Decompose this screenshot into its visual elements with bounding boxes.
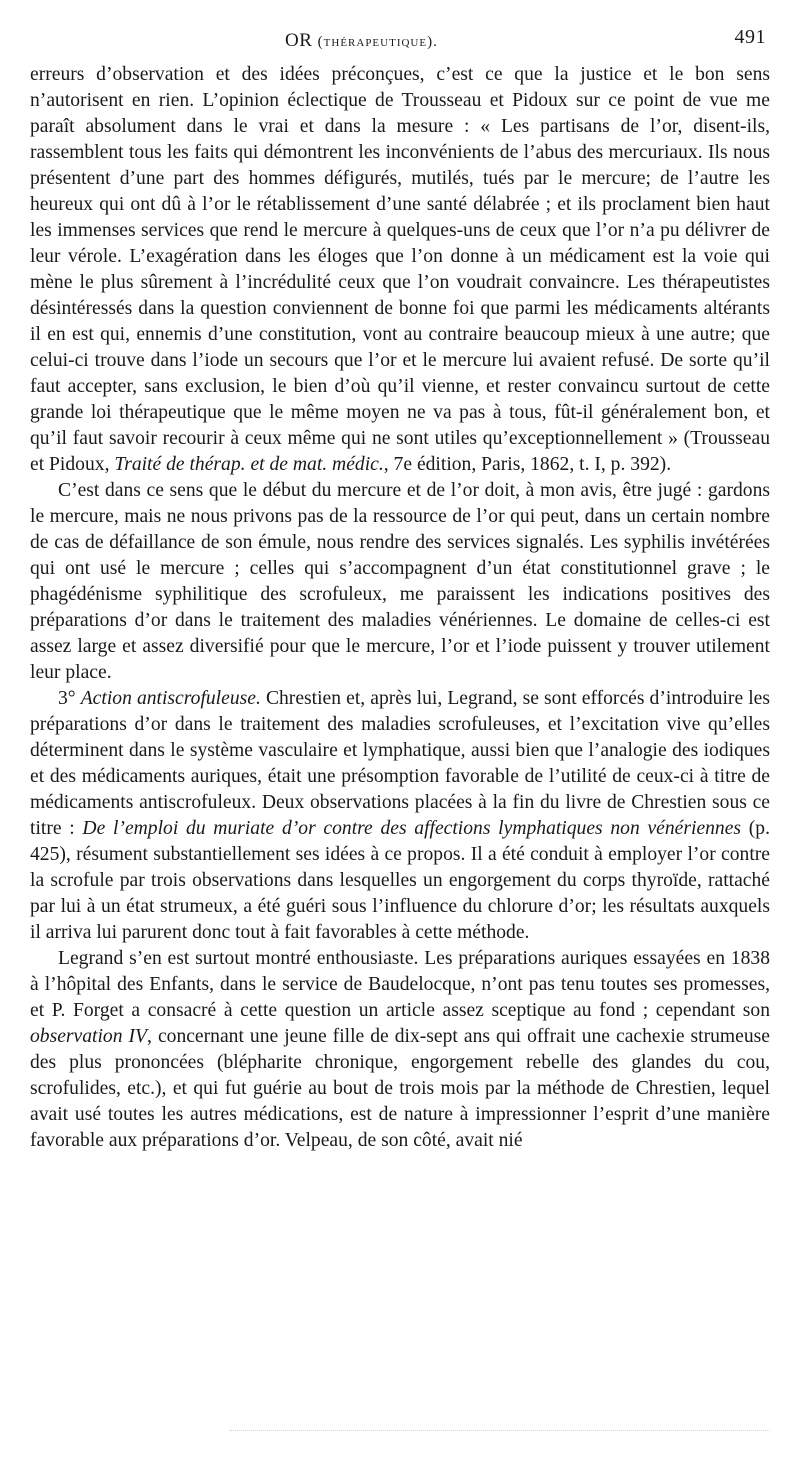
- book-title: Traité de thérap. et de mat. médic.: [114, 454, 384, 475]
- page-body: [30, 62, 770, 1154]
- section-heading: Action antiscrofuleuse.: [80, 688, 261, 709]
- observation-ref: observation IV: [30, 1026, 148, 1047]
- page-number: 491: [734, 26, 766, 48]
- running-head-title: OR: [285, 30, 313, 51]
- cited-title: De l’emploi du muriate d’or contre des affections lymphatiques non vénériennes: [82, 818, 742, 839]
- paragraph-3: 3° Action antiscrofuleuse. Chrestien et, après lui, Legrand, se sont efforcés d’introduire les préparations d’or dans le traitement des maladies scrofuleuses, et l’excitation vive qu’elles déterminent dans le système vasculaire et lymphatique, aussi bien que l’analogie des iodiques et des médicaments auriques, était une présomption favorable de l’utilité de ceux-ci à titre de médicaments antiscrofuleux. Deux observations placées à la fin du livre de Chrestien sous ce titre : De l’emploi du muriate d’or contre des affections lymphatiques non vénériennes (p. 425), résument substantiellement ses idées à ce propos. Il a été conduit à employer l’or contre la scrofule par trois observations dans lesquelles un engorgement du corps thyroïde, rattaché par lui à un état strumeux, a été guéri sous l’influence du chlorure d’or; les résultats auxquels il arriva lui parurent donc tout à fait favorables à cette méthode.: [30, 688, 770, 943]
- running-head-subtitle: (thérapeutique).: [317, 34, 438, 50]
- running-head: [285, 30, 438, 52]
- paragraph-4: Legrand s’en est surtout montré enthousiaste. Les préparations auriques essayées en 1838 à l’hôpital des Enfants, dans le service de Baudelocque, n’ont pas tenu toutes ses promesses, et P. Forget a consacré à cette question un article assez sceptique au fond ; cependant son observation IV, concernant une jeune fille de dix-sept ans qui offrait une cachexie strumeuse des plus prononcées (blépharite chronique, engorgement rebelle des glandes du cou, scrofulides, etc.), et qui fut guérie au bout de trois mois par la méthode de Chrestien, lequel avait usé toutes les autres médications, est de nature à impressionner l’esprit d’une manière favorable aux préparations d’or. Velpeau, de son côté, avait nié: [30, 948, 770, 1151]
- paragraph-1: erreurs d’observation et des idées préconçues, c’est ce que la justice et le bon sens n’autorisent en rien. L’opinion éclectique de Trousseau et Pidoux sur ce point de vue me paraît absolument dans le vrai et dans la mesure : « Les partisans de l’or, disent-ils, rassemblent tous les faits qui démontrent les inconvénients de l’abus des mercuriaux. Ils nous présentent d’une part des hommes défigurés, mutilés, tués par le mercure; de l’autre les heureux qui ont dû à l’or le rétablissement d’une santé délabrée ; et ils proclament bien haut les immenses services que rend le mercure à quelques-uns de ceux que l’or n’a pu délivrer de leur vérole. L’exagération dans les éloges que l’on donne à un médicament est la voie qui mène le plus sûrement à l’incrédulité ceux que l’on voudrait convaincre. Les thérapeutistes désintéressés dans la question conviennent de bonne foi que parmi les médicaments altérants il en est qui, ennemis d’une constitution, vont au contraire beaucoup mieux à une autre; que celui-ci trouve dans l’iode un secours que l’or et le mercure lui avaient refusé. De sorte qu’il faut accepter, sans exclusion, le bien d’où qu’il vienne, et rester convaincu surtout de cette grande loi thérapeutique que le même moyen ne va pas à tous, fût-il généralement bon, et qu’il faut savoir recourir à ceux même qui ne sont utiles qu’exceptionnellement » (Trousseau et Pidoux, Traité de thérap. et de mat. médic., 7e édition, Paris, 1862, t. I, p. 392).: [30, 64, 770, 475]
- bottom-scan-marks: [230, 1430, 770, 1433]
- paragraph-2: C’est dans ce sens que le début du mercure et de l’or doit, à mon avis, être jugé : gardons le mercure, mais ne nous privons pas de la ressource de l’or qui peut, dans un certain nombre de cas de défaillance de son émule, nous rendre des services signalés. Les syphilis invétérées qui ont usé le mercure ; celles qui s’accompagnent d’un état constitutionnel grave ; le phagédénisme syphilitique des scrofuleux, me paraissent les indications positives des préparations d’or dans le traitement des maladies vénériennes. Le domaine de celles-ci est assez large et assez diversifié pour que le mercure, l’or et l’iode puissent y trouver utilement leur place.: [30, 480, 770, 683]
- book-page: [30, 22, 770, 1154]
- page-header: [30, 22, 770, 50]
